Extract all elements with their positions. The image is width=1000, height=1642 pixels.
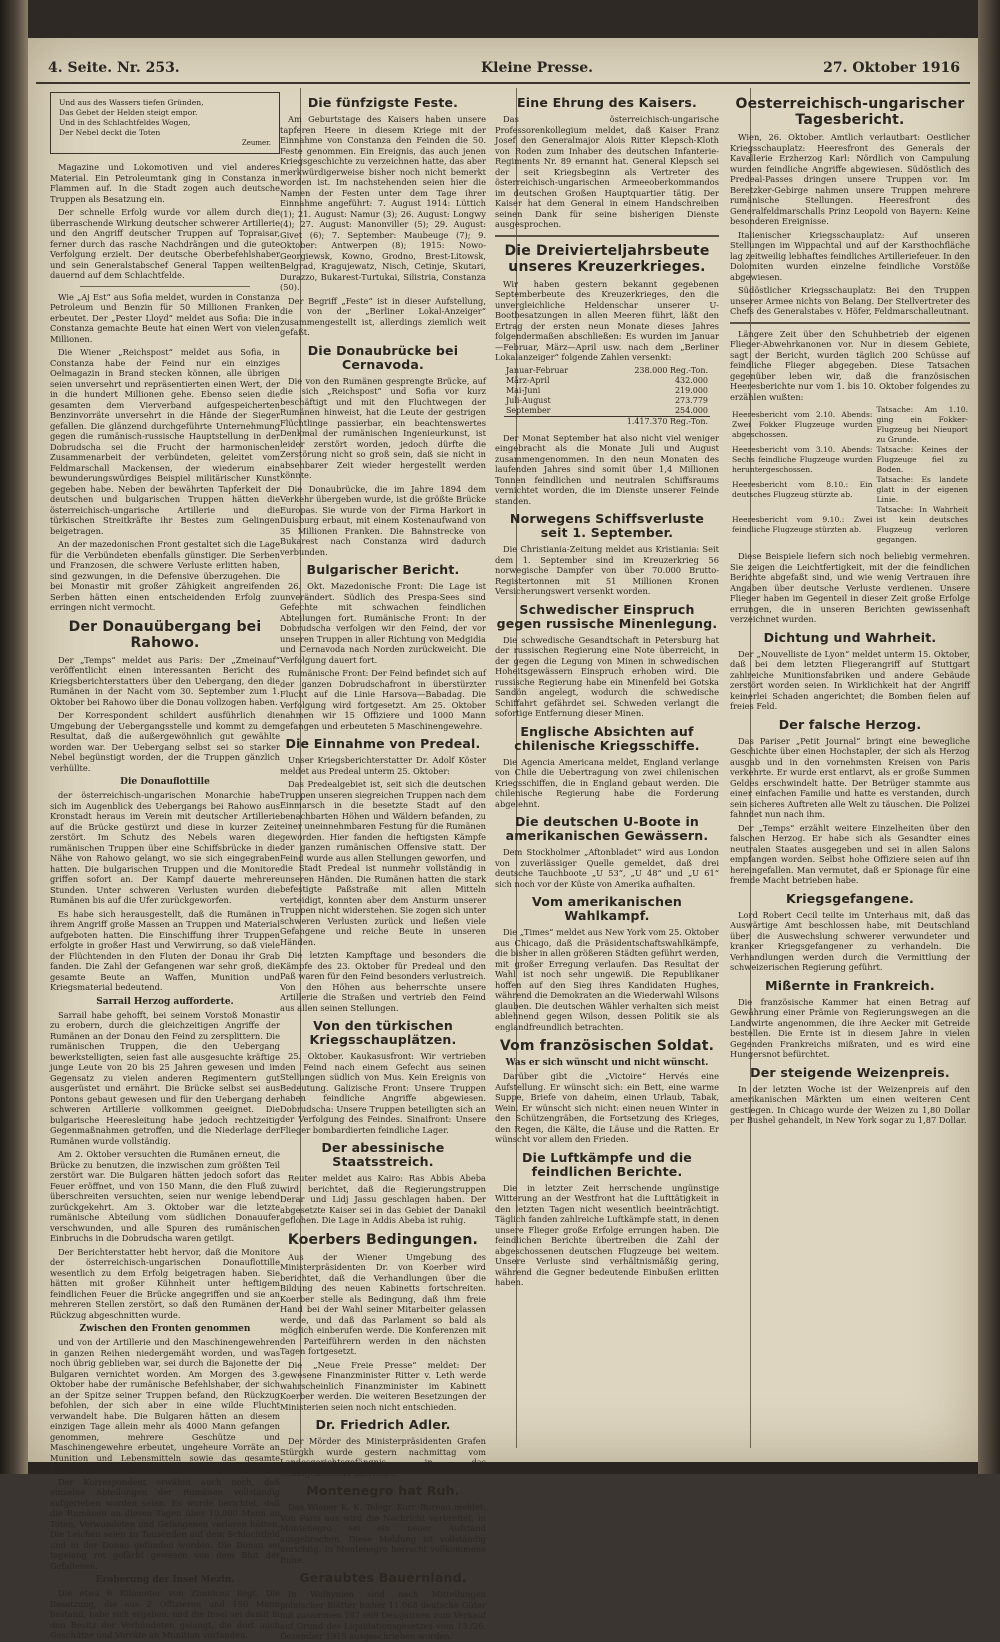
report-fact: Tatsache: Am 1.10. ging ein Fokker-Flugzeug bei Nieuport zu Grunde. xyxy=(876,405,968,444)
table-cell-label: September xyxy=(505,405,551,415)
report-claim: Heeresbericht vom 3.10. Abends: Sechs feindliche Flugzeuge wurden heruntergeschossen. xyxy=(732,445,873,474)
article-paragraph: Sarrail habe gehofft, bei seinem Vorstoß Monastir zu erobern, durch die gleichzeitigen Angriffe der Rumänen an der Donau den Feind zu zersplittern. Die rumänischen Truppen, die den Uebergang bewerkstelligten, seien fast alle ausgesuchte kräftige junge Leute von 20 bis 25 Jahren gewesen und im Gegensatz zu vielen anderen Regimentern gut ausgerüstet und ernährt. Die Brücke selbst sei aus Pontons gebaut gewesen und für den Uebergang der schweren Artillerie vollkommen geeignet. Die bulgarische Heeresleitung habe jedoch rechtzeitig Gegenmaßnahmen getroffen, und die Niederlage der Rumänen wurde vollständig. xyxy=(50,1009,280,1146)
report-fact: Tatsache: Es landete glatt in der eigenen Linie. xyxy=(876,475,968,504)
article-paragraph: Der Monat September hat also nicht viel weniger eingebracht als die Monate Juli und August zusammengenommen. In den neun Monaten des laufenden Jahres sind somit über 1,4 Millionen Tonnen feindlichen und neutralen Schiffsraums vernichtet worden, die im Dienste unserer Feinde standen. xyxy=(495,432,719,506)
article-paragraph: An der mazedonischen Front gestaltet sich die Lage für die Verbündeten ebenfalls günstiger. Die Serben und Franzosen, die schwere Verluste erlitten haben, sind gezwungen, in die Defensive überzugehen. Die bei Monastir mit großer Zähigkeit angreifenden Serben hätten einen entscheidenden Erfolg zu erringen nicht vermocht. xyxy=(50,539,280,612)
table-row xyxy=(730,405,970,445)
article-paragraph: Die schwedische Gesandtschaft in Petersburg hat der russischen Regierung eine Note überreicht, in der gegen die Legung von Minen in schwedischen Hoheitsgewässern Einspruch erhoben wird. Die russische Regierung habe ein Minenfeld bei Gotska Sandön angelegt, wodurch die schwedische Schiffahrt gefährdet sei. Schweden verlangt die sofortige Entfernung dieser Minen. xyxy=(495,634,719,718)
article-paragraph: Reuter meldet aus Kairo: Ras Abbis Abeba wird berichtet, daß die Regierungstruppen Derar und Lidj Jassu geschlagen haben. Der abgesetzte Kaiser sei in das Gebiet der Danakil geflohen. Die Lage in Addis Abeba ist ruhig. xyxy=(280,1173,486,1225)
report-claim: Heeresbericht vom 9.10.: Zwei feindliche Flugzeuge stürzten ab. xyxy=(732,515,873,534)
headline-wahlkampf: Vom amerikanischen Wahlkampf. xyxy=(532,894,682,923)
article-paragraph: Die letzten Kampftage und besonders die Kämpfe des 23. Oktober für Predeal und den Paß waren für den Feind besonders verlustreich. Von den Höhen aus beherrschte unsere Artillerie die Straßen und vertrieb den Feind aus allen seinen Stellungen. xyxy=(280,950,486,1013)
headline-franzoesischer-soldat: Vom französischen Soldat. xyxy=(499,1038,715,1054)
article-paragraph: Die Wiener „Reichspost“ meldet aus Sofia, in Constanza habe der Feind nur ein einziges Oelmagazin in Brand stecken können, alle übrigen seien unversehrt und repräsentierten einen Wert, der in die hundert Millionen gehe. Ebenso seien die gesamten dem Vierverband aufgespeicherten Benzinvorräte unversehrt in die Hände der Sieger gefallen. Die glänzend durchgeführte Unternehmung gegen die rumänisch-russische Hauptstellung in der Dobrudscha sei die Frucht der harmonischen Zusammenarbeit der verbündeten, geleitet vom Feldmarschall Mackensen, der wiederum ein bewunderungswürdiges Beispiel militärischer Kunst gegeben habe. Neben der bewährten Tapferkeit der deutschen und bulgarischen Truppen hätten die österreichisch-ungarische Artillerie und die türkischen Streitkräfte ihr Bestes zum Gelingen beigetragen. xyxy=(50,347,280,536)
column-1 xyxy=(50,90,280,1640)
tonnage-table xyxy=(504,366,710,427)
poem-box xyxy=(50,92,280,154)
article-paragraph: Die Agencia Americana meldet, England verlange von Chile die Uebertragung von zwei chilenischen Kriegsschiffen, die in England gebaut werden. Die chilenische Regierung habe die Forderung abgelehnt. xyxy=(495,756,719,809)
headline-missernte: Mißernte in Frankreich. xyxy=(765,977,935,993)
article-paragraph: Das Pariser „Petit Journal“ bringt eine bewegliche Geschichte über einen Hochstapler, der sich als Herzog ausgab und in den vornehmsten Kreisen von Paris verkehrte. Er wurde erst entlarvt, als er große Summen Geldes erschwindelt hatte. Der Betrüger stammte aus einer einfachen Familie und hatte es verstanden, durch sein sicheres Auftreten alle Welt zu täuschen. Die Polizei fahndet nun nach ihm. xyxy=(730,735,970,819)
article-paragraph: Längere Zeit über den Schuhbetrieb der eigenen Flieger-Abwehrkanonen vor. Nur in diesem Gebiete, sagt der Bericht, wurden täglich 200 Schüsse auf feindliche Flieger abgegeben. Diese Tatsachen gegenüber leben wir, daß die französischen Heeresberichte nur vom 1. bis 10. Oktober folgendes zu erzählen wußten: xyxy=(730,328,970,402)
table-cell-label: Januar-Februar xyxy=(505,365,569,375)
article-paragraph: Diese Beispiele liefern sich noch beliebig vermehren. Sie zeigen die Leichtfertigkeit, mit der die feindlichen Berichte abgefaßt sind, und wie wenig Vertrauen ihre Angaben über deutsche Verluste verdienen. Unsere Flieger haben im Gegenteil in dieser Zeit große Erfolge errungen, die in unseren Berichten gewissenhaft verzeichnet wurden. xyxy=(730,551,970,624)
headline-tagesbericht: Oesterreichisch-ungarischer Tagesbericht. xyxy=(735,96,965,128)
report-fact: Tatsache: Keines der Flugzeuge fiel zu Boden. xyxy=(876,445,968,474)
article-paragraph: Die von den Rumänen gesprengte Brücke, auf die sich „Reichspost“ und Sofia vor kurz beschäftigt und mit den Fluchtwegen der Rumänen hinweist, hat die Leute der gestrigen Flüchtlinge passierbar, ein beachtenswertes Denkmal der rumänischen Ingenieurkunst, ist leider zerstört worden, jedoch dürfte die Zerstörung nicht so groß sein, daß sie nicht in absehbarer Zeit wieder hergestellt werden könnte. xyxy=(280,375,486,480)
headline-kriegsgefangene: Kriegsgefangene. xyxy=(786,890,914,906)
scan-top-edge xyxy=(28,0,978,38)
article-paragraph: Wir haben gestern bekannt gegebenen Septemberbeute des Kreuzerkrieges, den die unvergleichliche Heldenschar unserer U-Bootbesatzungen in allen Meeren führt, läßt den Ertrag der ersten neun Monate dieses Jahres folgendermaßen abschließen: Es wurden im Januar—Februar, März—April usw. nach dem „Berliner Lokalanzeiger“ folgende Zahlen versenkt: xyxy=(495,278,719,362)
table-row xyxy=(504,386,710,396)
article-paragraph: der österreichisch-ungarischen Monarchie habe sich im Augenblick des Uebergangs bei Rahowo aus Kronstadt heraus im Verein mit deutscher Artillerie auf die Brücke gestürzt und diese in kurzer Zeit zerstört. Im Schutz des Nebels waren die rumänischen Truppen über eine Schiffsbrücke in die Nähe von Rahowo gelangt, wo sie sich eingegraben hatten. Die bulgarischen Truppen und die Monitore griffen sofort an. Der Kampf dauerte mehrere Stunden. Unter schweren Verlusten wurden die Rumänen bis auf die Ufer zurückgeworfen. xyxy=(50,790,280,905)
divider xyxy=(730,322,970,324)
subheading-zwischen: Zwischen den Fronten genommen xyxy=(79,1324,251,1334)
table-total-value: 1.417.370 Reg.-Ton. xyxy=(594,416,710,427)
headline-englische-absichten: Englische Absichten auf chilenische Kriegsschiffe. xyxy=(514,723,700,753)
headline-falscher-herzog: Der falsche Herzog. xyxy=(778,716,922,732)
table-total-row xyxy=(504,416,710,427)
article-paragraph: 26. Okt. Mazedonische Front: Die Lage ist unverändert. Südlich des Prespa-Sees sind Gefechte mit schwachen feindlichen Abteilungen fort. Rumänische Front: In der Dobrudscha verfolgen wir den Feind, der vor unseren Truppen in aller Richtung von Medgidia und Cernavoda nach Norden zurückweicht. Die Verfolgung dauert fort. xyxy=(280,581,486,665)
table-row xyxy=(730,475,970,505)
article-paragraph: Magazine und Lokomotiven und viel anderes Material. Ein Petroleumtank ging in Constanza in Flammen auf. In die Stadt zogen auch deutsche Truppen als Besatzung ein. xyxy=(50,162,280,204)
table-cell-label: Juli-August xyxy=(505,395,551,405)
article-paragraph: Unser Kriegsberichterstatter Dr. Adolf Köster meldet aus Predeal unterm 25. Oktober: xyxy=(280,755,486,776)
article-paragraph: Der Korrespondent erwähnt auch noch, daß einzelne Abteilungen der Rumänen vollständig aufgerieben worden seien. Es wurde berichtet, daß die Rumänen an diesen Tagen über 10.000 Mann an Toten, Verwundeten und Gefangenen verloren hätten. Die Leichen seien zu Tausenden auf dem Schlachtfeld und in der Donau gefunden worden. Die Donau sei tagelang rot gefärbt gewesen von dem Blut der Gefallenen. xyxy=(50,1476,280,1571)
article-paragraph: Der Berichterstatter hebt hervor, daß die Monitore der österreichisch-ungarischen Donauflottille wesentlich zu dem Erfolg beigetragen haben. Sie hätten mit großer Kühnheit unter heftigem feindlichen Feuer die Brücke angegriffen und sie an mehreren Stellen zerstört, so daß den Rumänen der Rückzug abgeschnitten wurde. xyxy=(50,1246,280,1320)
subheading-sarrail: Sarrail Herzog aufforderte. xyxy=(96,996,234,1007)
article-paragraph: Darüber gibt die „Victoire“ Hervés eine Aufstellung. Er wünscht sich: ein Bett, eine warme Suppe, Briefe von daheim, einen Urlaub, Tabak, Wein. Er wünscht sich nicht: einen neuen Winter in den Schützengräben, die Fortsetzung des Krieges, den Regen, die Kälte, die Läuse und die Ratten. Er wünscht vor allem den Frieden. xyxy=(495,1071,719,1144)
reports-table xyxy=(730,405,970,545)
headline-dichtung-wahrheit: Dichtung und Wahrheit. xyxy=(763,629,937,645)
article-paragraph: Italienischer Kriegsschauplatz: Auf unseren Stellungen im Wippachtal und auf der Karsthochfläche lag zeitweilig lebhaftes feindliches Artilleriefeuer. In den Dolomiten wurden einzelne feindliche Vorstöße abgewiesen. xyxy=(730,229,970,282)
article-paragraph: Der schnelle Erfolg wurde vor allem durch die überraschende Wirkung deutscher schwerer Artillerie und den Angriff deutscher Truppen auf Topraisar, ferner durch das rasche Nachdrängen und die gute Verfolgung erzielt. Der deutsche Oberbefehlshaber und sein Generalstabschef General Tappen weilten dauernd auf dem Schlachtfelde. xyxy=(50,207,280,280)
article-paragraph: und von der Artillerie und den Maschinengewehren in ganzen Reihen niedergemäht worden, und was noch übrig geblieben war, sei durch die Bajonette der Bulgaren vernichtet worden. Am Morgen des 3. Oktober habe der rumänische Befehlshaber, der sich an der Spitze seiner Truppen befand, den Rückzug befohlen, der sich aber in eine wilde Flucht verwandelt habe. Die Bulgaren hätten an diesem einzigen Tage allein mehr als 4000 Mann gefangen genommen, mehrere Geschütze und Maschinengewehre erbeutet, ungeheure Vorräte an Munition und Lebensmitteln sowie das gesamte Brückenmaterial. xyxy=(50,1337,280,1473)
report-claim: Heeresbericht vom 8.10.: Ein deutsches Flugzeug stürzte ab. xyxy=(732,480,873,499)
headline-bulgarischer-bericht: Bulgarischer Bericht. xyxy=(306,562,460,577)
article-paragraph: Am Geburtstage des Kaisers haben unsere tapferen Heere in diesem Kriege mit der Einnahme von Constanza den Feinden die 50. Feste genommen. Ein Ereignis, das auch jenen Kriegsgeschichte zu verzeichnen hatte, das aber merkwürdigerweise bisher noch nicht bemerkt worden ist. Im nachstehenden seien hier die Namen der Festen unter dem Tage ihrer Einnahme angeführt: 7. August 1914: Lüttich (1); 21. August: Namur (3); 26. August: Longwy (4); 27. August: Manonviller (5); 29. August: Givet (6); 7. September: Maubeuge (7); 9. Oktober: Antwerpen (8); 1915: Nowo-Georgiewsk, Kowno, Grodno, Brest-Litowsk, Belgrad, Kragujewatz, Nisch, Cetinje, Skutari, Durazzo, Bukarest-Turtukai, Silistria, Constanza (50). xyxy=(280,114,486,292)
poem-line: Und aus des Wassers tiefen Gründen, xyxy=(59,98,204,107)
article-paragraph: Es habe sich herausgestellt, daß die Rumänen in ihrem Angriff große Massen an Truppen und Material aufgeboten hatten. Die Einschiffung ihrer Truppen erfolgte in großer Hast und Verwirrung, so daß viele der Flüchtenden in den Fluten der Donau ihr Grab fanden. Die Zahl der Gefangenen war sehr groß, die gesamte Beute an Waffen, Munition und Kriegsmaterial bedeutend. xyxy=(50,908,280,992)
table-cell-label: Mai-Juni xyxy=(505,385,541,395)
column-3 xyxy=(495,90,719,1452)
headline-weizenpreis: Der steigende Weizenpreis. xyxy=(750,1064,950,1080)
article-paragraph: Der „Temps“ erzählt weitere Einzelheiten über den falschen Herzog. Er habe sich als Gesandter eines neutralen Staates ausgegeben und sei in allen Salons empfangen worden. Selbst hohe Offiziere seien auf ihn hereingefallen. Man vermutet, daß er Spionage für eine fremde Macht betrieben habe. xyxy=(730,822,970,885)
article-paragraph: In der letzten Woche ist der Weizenpreis auf den amerikanischen Märkten um einen weiteren Cent gestiegen. In Chicago wurde der Weizen zu 1,80 Dollar per Bushel gehandelt, in New York sogar zu 1,87 Dollar. xyxy=(730,1083,970,1125)
report-fact: Tatsache: In Wahrheit ist kein deutsches Flugzeug verloren gegangen. xyxy=(876,505,968,544)
headline-donauuebergang: Der Donauübergang bei Rahowo. xyxy=(68,618,262,651)
masthead xyxy=(36,58,970,84)
newspaper-page xyxy=(28,38,978,1641)
article-paragraph: Die „Times“ meldet aus New York vom 25. Oktober aus Chicago, daß die Präsidentschaftswahlkämpfe, die bisher in allen größeren Städten geführt werden, mit großer Erregung verlaufen. Das Resultat der Wahl ist noch sehr ungewiß. Die Republikaner hoffen auf den Sieg ihres Kandidaten Hughes, während die Demokraten an die Wiederwahl Wilsons glauben. Die deutschen Wähler verhalten sich meist ablehnend gegen Wilson, dessen Politik sie als englandfreundlich betrachten. xyxy=(495,927,719,1032)
paper-title: Kleine Presse. xyxy=(481,60,594,76)
book-binding xyxy=(0,0,28,1474)
article-paragraph: Das Predealgebiet ist, seit sich die deutschen Truppen unseren siegreichen Truppen nach dem Einmarsch in die besetzte Stadt auf den benachbarten Höhen und Wäldern befanden, zu einer uneinnehmbaren Festung für die Rumänen geworden. Hier fanden die heftigsten Kämpfe der ganzen rumänischen Offensive statt. Der Feind wurde aus allen Stellungen geworfen, und die Stadt Predeal ist nunmehr vollständig in unseren Händen. Die Rumänen hatten die stark befestigte Paßstraße mit allen Mitteln verteidigt, konnten aber dem Ansturm unserer Truppen nicht widerstehen. Sie zogen sich unter schweren Verlusten zurück und ließen viele Gefangene und reiche Beute in unseren Händen. xyxy=(280,779,486,947)
article-paragraph: Die französische Kammer hat einen Betrag auf Gewährung einer Prämie von Regierungswegen an die Landwirte angenommen, die ihre Aecker mit Getreide bestellen. Die Ernte ist in diesem Jahre in vielen Gegenden Frankreichs mißraten, und es wird eine Hungersnot befürchtet. xyxy=(730,996,970,1059)
article-paragraph: Das österreichisch-ungarische Professorenkollegium meldet, daß Kaiser Franz Josef den Generalmajor Alois Ritter Klepsch-Kloth von Roden zum Inhaber des deutschen Infanterie-Regiments Nr. 89 ernannt hat. General Klepsch sei der seit Kriegsbeginn als Vertreter des österreichisch-ungarischen Armeeoberkommandos im deutschen Großen Hauptquartier tätig. Der Kaiser hat dem General in einem Handschreiben seinen Dank für seine bisherigen Dienste ausgesprochen. xyxy=(495,114,719,229)
article-paragraph: Wie „Aj Est“ aus Sofia meldet, wurden in Constanza Petroleum und Benzin für 50 Millionen Franken erbeutet. Der „Pester Lloyd“ meldet aus Sofia: Die in Constanza gemachte Beute hat einen Wert von vielen Millionen. xyxy=(50,291,280,344)
poem-line: Und in des Schlachtfeldes Wogen, xyxy=(59,118,191,127)
headline-abessinien: Der abessinische Staatsstreich. xyxy=(321,1140,445,1169)
article-paragraph: Der Korrespondent schildert ausführlich die Umgebung der Uebergangsstelle und kommt zu dem Resultat, daß die außergewöhnlich gut gewählte worden war. Der Uebergang selbst sei so starker Nebel begünstigt worden, der die Truppen gänzlich verhüllte. xyxy=(50,710,280,773)
table-cell-value: 254.000 xyxy=(674,405,709,415)
table-cell-value: 432.000 xyxy=(674,375,709,385)
article-paragraph: Wien, 26. Oktober. Amtlich verlautbart: Oestlicher Kriegsschauplatz: Heeresfront des Generals der Kavallerie Erzherzog Karl: Nördlich von Campulung wurden feindliche Angriffe abgewiesen. Südöstlich des Predeal-Passes dringen unsere Truppen vor. Im Beretzker-Gebirge nahmen unsere Truppen mehrere rumänische Stellungen. Heeresfront des Generalfeldmarschalls Prinz Leopold von Bayern: Keine besonderen Ereignisse. xyxy=(730,132,970,226)
headline-fest: Die fünfzigste Feste. xyxy=(307,95,459,110)
article-paragraph: Der Mörder des Ministerpräsidenten Grafen Stürgkh wurde gestern nachmittag vom Landesgerichtsgefängnis in das Gefangenenhaus überführt. xyxy=(280,1436,486,1478)
article-paragraph: Rumänische Front: Der Feind befindet sich auf der ganzen Dobrudschafront in überstürzter Flucht auf die Linie Harsova—Babadag. Die Verfolgung wird fortgesetzt. Am 25. Oktober nahmen wir 15 Offiziere und 1000 Mann gefangen und erbeuteten 5 Maschinengewehre. xyxy=(280,668,486,731)
headline-u-boote: Die deutschen U-Boote in amerikanischen Gewässern. xyxy=(505,814,709,843)
headline-bauernland: Geraubtes Bauernland. xyxy=(299,1570,467,1585)
headline-dreivierteljahrsbeute: Die Dreivierteljahrsbeute unseres Kreuzerkrieges. xyxy=(504,242,710,275)
subheading-wuensche: Was er sich wünscht und nicht wünscht. xyxy=(505,1058,709,1068)
article-paragraph: 25. Oktober. Kaukasusfront: Wir vertrieben den Feind nach einem Gefecht aus seinen Stellungen südlich von Mus. Kein Ereignis von Bedeutung. Galizische Front: Unsere Truppen haben feindliche Angriffe abgewiesen. Dobrudscha: Unsere Truppen beteiligten sich an der Verfolgung des Feindes. Sinaifront: Unsere Flieger bombardierten feindliche Lager. xyxy=(280,1051,486,1135)
article-paragraph: Die in letzter Zeit herrschende ungünstige Witterung an der Westfront hat die Lufttätigkeit in den letzten Tagen nicht wesentlich beeinträchtigt. Täglich fanden zahlreiche Luftkämpfe statt, in denen unsere Flieger große Erfolge errungen haben. Die feindlichen Berichte übertreiben die Zahl der abgeschossenen deutschen Flugzeuge bei weitem. Unsere Verluste sind verhältnismäßig gering, während die Gegner bedeutende Einbußen erlitten haben. xyxy=(495,1182,719,1287)
table-row xyxy=(504,396,710,406)
column-2 xyxy=(280,90,486,1641)
subheading-flotilla: Die Donauflottille xyxy=(120,777,210,787)
headline-adler: Dr. Friedrich Adler. xyxy=(315,1417,451,1432)
subheading-eroberung: Eroberung der Insel Mezin. xyxy=(95,1575,235,1585)
article-paragraph: Dem Stockholmer „Aftonbladet“ wird aus London von zuverlässiger Quelle gemeldet, daß drei deutsche Tauchboote „U 53“, „U 48“ und „U 61“ sich noch vor der Küste von Amerika aufhalten. xyxy=(495,847,719,889)
table-cell-value: 273.779 xyxy=(674,395,709,405)
page-number: 4. Seite. Nr. 253. xyxy=(48,60,180,76)
article-paragraph: Lord Robert Cecil teilte im Unterhaus mit, daß das Auswärtige Amt beschlossen habe, mit Deutschland über die Auswechslung schwerer verwundeter und kranker Kriegsgefangener zu verhandeln. Die Verhandlungen werden durch die Vermittlung der schweizerischen Regierung geführt. xyxy=(730,909,970,972)
headline-koerber: Koerbers Bedingungen. xyxy=(287,1231,479,1248)
article-paragraph: Die „Neue Freie Presse“ meldet: Der gewesene Finanzminister Ritter v. Leth werde wahrscheinlich Finanzminister im Kabinett Koerber werden. Die weiteren Besetzungen der Ministerien seien noch nicht entschieden. xyxy=(280,1359,486,1412)
report-claim: Heeresbericht vom 2.10. Abends: Zwei Fokker Flugzeuge wurden abgeschossen. xyxy=(732,410,873,439)
headline-schwedischer-einspruch: Schwedischer Einspruch gegen russische Minenlegung. xyxy=(496,601,718,631)
table-row xyxy=(504,406,710,417)
headline-montenegro: Montenegro hat Ruh. xyxy=(306,1483,460,1498)
article-paragraph: Die Christiania-Zeitung meldet aus Kristiania: Seit dem 1. September sind im Kreuzerkrieg 56 norwegische Dampfer von über 70.000 Brutto-Registertonnen mit 51 Millionen Kronen Versicherungswert versenkt worden. xyxy=(495,544,719,596)
poem-line: Das Gebet der Helden steigt empor. xyxy=(59,108,198,117)
table-row xyxy=(504,366,710,376)
article-paragraph: Am 2. Oktober versuchten die Rumänen erneut, die Brücke zu benutzen, die inzwischen zum größten Teil zerstört war. Die Bulgaren hätten jedoch sofort das Feuer eröffnet, und von 150 Mann, die den Fluß zu überschreiten versuchten, seien nur wenige lebend zurückgekehrt. Am 3. Oktober war die letzte rumänische Abteilung vom südlichen Donauufer verschwunden, und alle Spuren des rumänischen Einbruchs in die Dobrudscha waren getilgt. xyxy=(50,1149,280,1243)
issue-date: 27. Oktober 1916 xyxy=(823,60,960,76)
article-paragraph: Aus der Wiener Umgebung des Ministerpräsidenten Dr. von Koerber wird berichtet, daß die Verhandlungen über die Bildung des neuen Kabinetts fortschreiten. Koerber stelle als Bedingung, daß ihm freie Hand bei der Wahl seiner Mitarbeiter gelassen werde, und daß das Parlament so bald als möglich einberufen werde. Die Konferenzen mit den Parteiführern werden in den nächsten Tagen fortgesetzt. xyxy=(280,1251,486,1356)
article-paragraph: Der „Temps“ meldet aus Paris: Der „Zmeinauf“ veröffentlicht einen interessanten Bericht des Kriegsberichterstatters über den Uebergang, den die Rumänen in der Nacht vom 30. September zum 1. Oktober bei Rahowo über die Donau vollzogen haben. xyxy=(50,654,280,707)
article-paragraph: Die etwa 6 Kilometer von Zimnicea liegt. Die Besatzung, die aus 2 Offizieren und 150 Mann bestand, habe sich ergeben, und die Insel sei damit in den Besitz der Verbündeten gelangt, die dort auch Geschütze und Vorräte an Munition vorfanden. xyxy=(50,1588,280,1640)
divider xyxy=(495,235,719,237)
headline-donaubruecke: Die Donaubrücke bei Cernavoda. xyxy=(307,342,459,372)
column-4 xyxy=(730,90,970,1452)
scan-right-edge xyxy=(978,0,1000,1474)
article-paragraph: Die Donaubrücke, die im Jahre 1894 dem Verkehr übergeben wurde, ist die größte Brücke Europas. Sie wurde von der Firma Harkort in Duisburg erbaut, mit einem Kostenaufwand von 35 Millionen Franken. Die Bahnstrecke von Bukarest nach Constanza wird dadurch verbunden. xyxy=(280,483,486,557)
table-row xyxy=(730,445,970,475)
poem-line: Der Nebel deckt die Toten xyxy=(59,128,161,137)
table-cell-value: 219.000 xyxy=(674,385,709,395)
divider xyxy=(80,286,250,287)
article-paragraph: Das Wiener K. K. Telegr.-Korr.-Bureau meldet: Von Paris aus wird die Nachricht verbreitet, in Montenegro sei ein neuer Aufstand ausgebrochen. Diese Meldung ist vollständig unrichtig. In Montenegro herrscht vollkommene Ruhe. xyxy=(280,1502,486,1565)
headline-ehrung: Eine Ehrung des Kaisers. xyxy=(517,95,697,110)
article-paragraph: Der Begriff „Feste“ ist in dieser Aufstellung, die von der „Berliner Lokal-Anzeiger“ zusammengestellt ist, allerdings ziemlich weit gefaßt. xyxy=(280,295,486,337)
table-cell-label: März-April xyxy=(505,375,550,385)
table-row xyxy=(730,505,970,545)
article-paragraph: Der „Nouvelliste de Lyon“ meldet unterm 15. Oktober, daß bei dem letzten Fliegerangriff auf Stuttgart zahlreiche Munitionsfabriken und andere Gebäude zerstört worden seien. In Wirklichkeit hat der Angriff keinerlei Schaden angerichtet; die Bomben fielen auf freies Feld. xyxy=(730,648,970,711)
article-paragraph: In Wolhynien sind nach Mitteilungen polnischer Blätter bisher 11.068 deutsche Güter mit zusammen 187.669 Dessjatinen zum Verkauf auf Grund des Liquidationsgesetzes vom 13./26. Dezember 1915 ausgeschrieben worden. xyxy=(280,1589,486,1641)
table-cell-value: 238.000 Reg.-Ton. xyxy=(634,365,709,375)
table-row xyxy=(504,376,710,386)
article-paragraph: Südöstlicher Kriegsschauplatz: Bei den Truppen unserer Armee nichts von Belang. Der Stellvertreter des Chefs des Generalstabes v. Höfer, Feldmarschalleutnant. xyxy=(730,285,970,316)
poem-signature: Zeumer. xyxy=(241,139,271,147)
headline-predeal: Die Einnahme von Predeal. xyxy=(285,736,481,751)
headline-norwegen: Norwegens Schiffsverluste seit 1. September. xyxy=(509,511,705,540)
headline-luftkaempfe: Die Luftkämpfe und die feindlichen Berichte. xyxy=(522,1149,692,1179)
headline-tuerkische-kriegsschauplaetze: Von den türkischen Kriegsschauplätzen. xyxy=(309,1018,457,1047)
